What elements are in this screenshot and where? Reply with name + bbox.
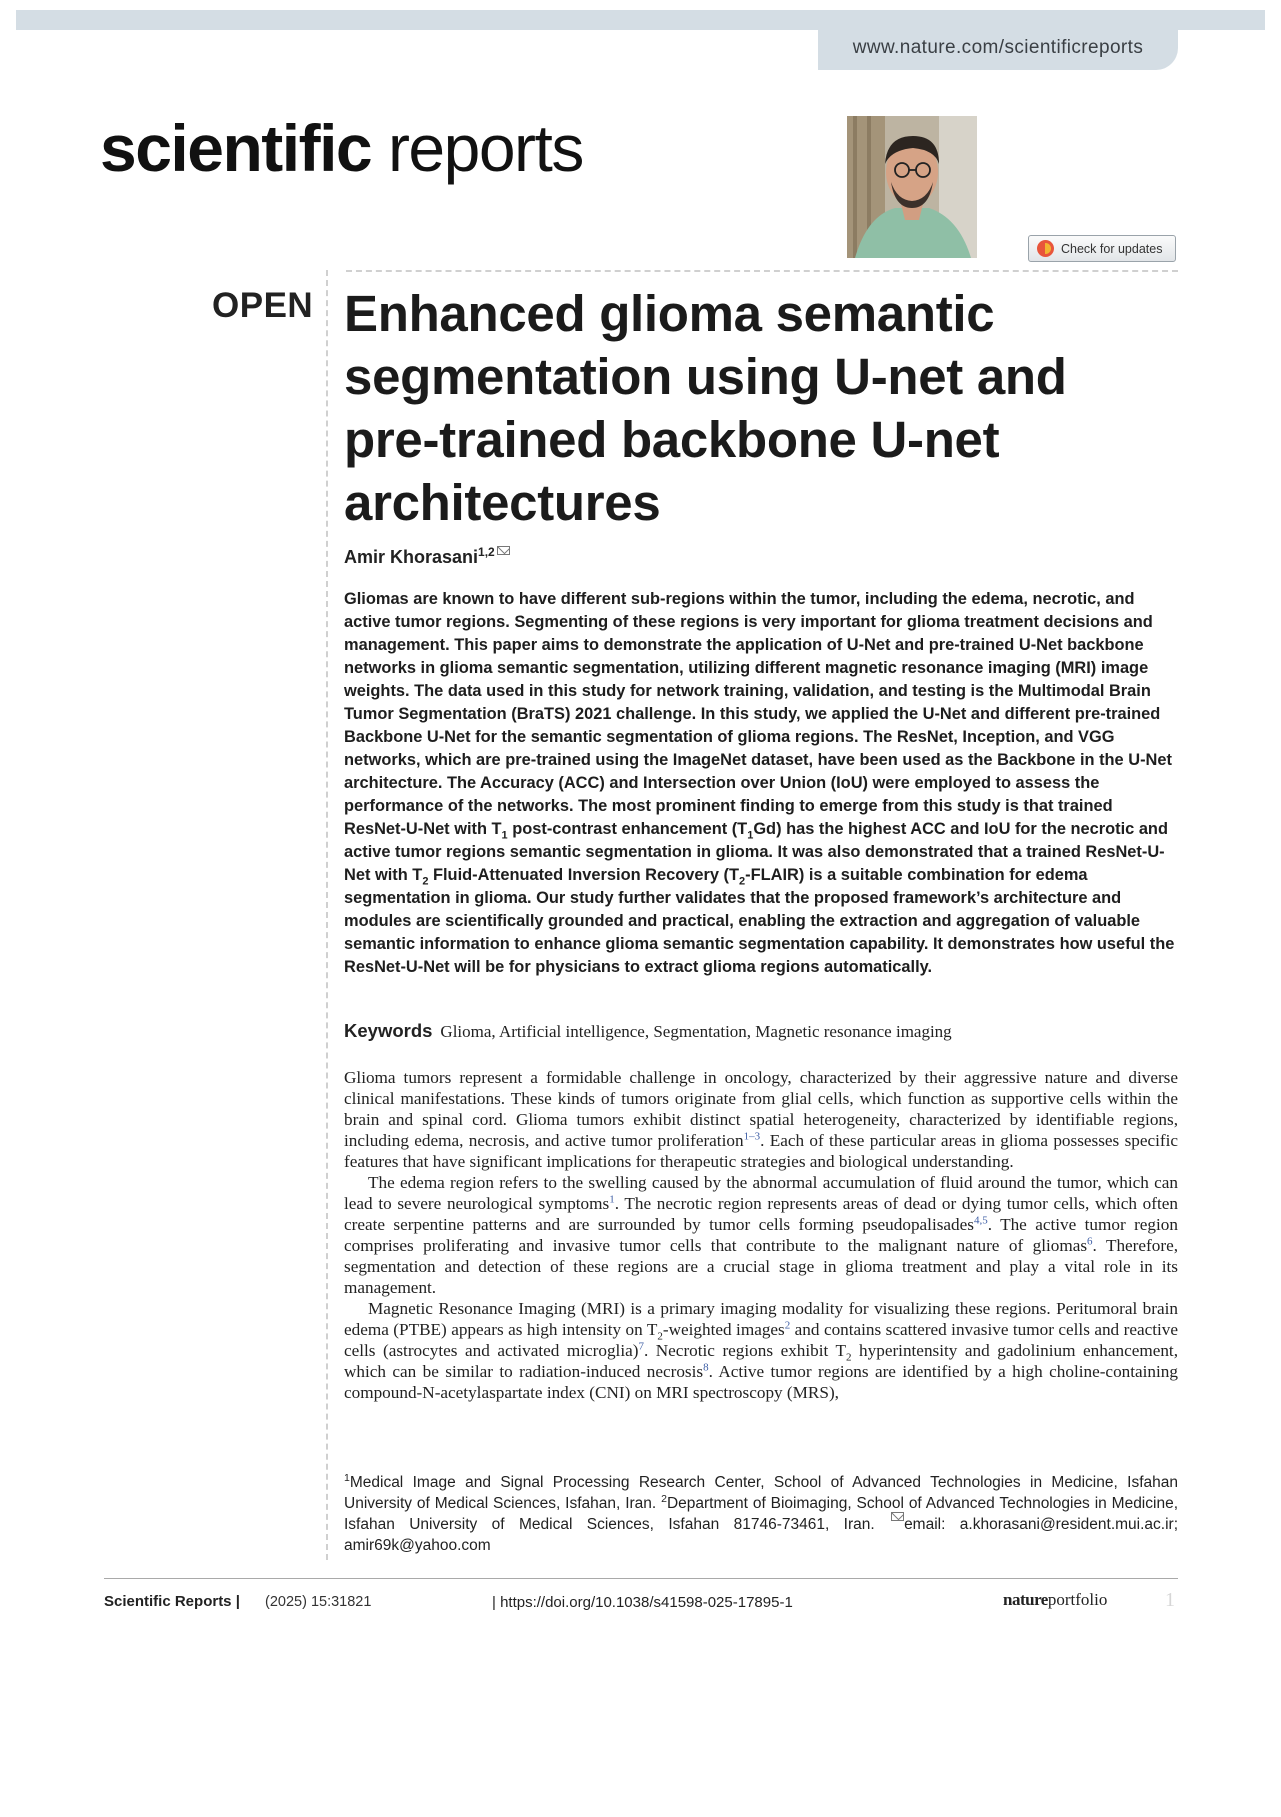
article-body xyxy=(344,1067,1178,1403)
abstract xyxy=(344,588,1178,979)
affil-text-2: Department of Bioimaging, School of Advanced Technologies in Medicine, Isfahan University of Medical Sciences, Isfahan 81746-73461, Iran. xyxy=(344,1495,1178,1533)
footer-rule xyxy=(104,1578,1178,1579)
subscript: 2 xyxy=(657,1330,663,1343)
body-text: . Active tumor regions are identified by a high choline-containing compound-N-acetylaspartate index (CNI) on MRI spectroscopy (MRS), xyxy=(344,1362,1178,1402)
body-text: and contains scattered invasive tumor cells and reactive cells (astrocytes and activated microglia) xyxy=(344,1320,1178,1360)
check-for-updates-button[interactable] xyxy=(1028,235,1176,262)
footer-volume: (2025) 15:31821 xyxy=(265,1594,372,1610)
email-label: email: xyxy=(904,1516,946,1533)
journal-brand[interactable] xyxy=(100,108,583,188)
abstract-text-1: Gliomas are known to have different sub-regions within the tumor, including the edema, necrotic, and active tumor regions. Segmenting of these regions is very important for glioma treatment decisions and management. This paper aims to demonstrate the application of U-Net and pre-trained U-Net backbone networks in glioma semantic segmentation, utilizing different magnetic resonance imaging (MRI) image weights. The data used in this study for network training, validation, and testing is the Multimodal Brain Tumor Segmentation (BraTS) 2021 challenge. In this study, we applied the U-Net and different pre-trained Backbone U-Net for the semantic segmentation of glioma regions. The ResNet, Inception, and VGG networks, which are pre-trained using the ImageNet dataset, have been used as the Backbone in the U-Net architecture. The Accuracy (ACC) and Intersection over Union (IoU) were employed to assess the performance of the networks. The most prominent finding to emerge from this study is that trained ResNet-U-Net with T xyxy=(344,590,1172,838)
keywords-list: Glioma, Artificial intelligence, Segmentation, Magnetic resonance imaging xyxy=(440,1022,952,1041)
author-line xyxy=(344,545,510,568)
citation-link[interactable]: 8 xyxy=(703,1361,709,1374)
body-text: hyperintensity and gadolinium enhancement, which can be similar to radiation-induced necrosis xyxy=(344,1341,1178,1381)
body-text: -weighted images xyxy=(662,1320,785,1339)
author-affiliation-sup: 1,2 xyxy=(478,545,495,559)
open-access-label: OPEN xyxy=(212,286,314,325)
article-title: Enhanced glioma semantic segmentation using U-net and pre-trained backbone U-net architectures xyxy=(344,285,1067,531)
citation-link[interactable]: 7 xyxy=(638,1340,644,1353)
brand-light xyxy=(371,111,388,185)
author-name[interactable]: Amir Khorasani xyxy=(344,547,479,567)
brand-bold: scientific xyxy=(100,111,372,185)
check-for-updates-label: Check for updates xyxy=(1061,241,1163,256)
body-text: . Each of these particular areas in glioma possesses specific features that have significant implications for therapeutic strategies and biological understanding. xyxy=(344,1131,1179,1171)
footer-doi-link[interactable]: | https://doi.org/10.1038/s41598-025-17895-1 xyxy=(492,1594,793,1611)
abstract-sub-2: 1 xyxy=(747,829,754,842)
body-text: . Necrotic regions exhibit T xyxy=(643,1341,847,1360)
email-links[interactable]: a.khorasani@resident.mui.ac.ir; amir69k@yahoo.com xyxy=(344,1516,1178,1554)
body-text: . Therefore, segmentation and detection of these regions are a crucial stage in glioma treatment and play a vital role in its management. xyxy=(344,1236,1179,1297)
body-text: Glioma tumors represent a formidable challenge in oncology, characterized by their aggressive nature and diverse clinical manifestations. These kinds of tumors originate from glial cells, which function as supportive cells within the brain and spinal cord. Glioma tumors exhibit distinct spatial heterogeneity, characterized by identifiable regions, including edema, necrosis, and active tumor proliferation xyxy=(344,1068,1178,1150)
body-text: . The active tumor region comprises proliferating and invasive tumor cells that contribute to the malignant nature of gliomas xyxy=(344,1215,1178,1255)
body-text: Magnetic Resonance Imaging (MRI) is a primary imaging modality for visualizing these regions. Peritumoral brain edema (PTBE) appears as high intensity on T xyxy=(344,1299,1178,1339)
abstract-text-4: Fluid-Attenuated Inversion Recovery (T xyxy=(428,866,739,884)
footer-journal: Scientific Reports | xyxy=(104,1593,240,1610)
abstract-sub-4: 2 xyxy=(739,875,746,888)
body-paragraph-3 xyxy=(344,1298,1178,1403)
journal-url[interactable]: www.nature.com/scientificreports xyxy=(818,30,1178,70)
abstract-sub-3: 2 xyxy=(422,875,429,888)
envelope-icon xyxy=(891,1512,904,1521)
crossmark-icon xyxy=(1037,240,1054,257)
portfolio-light: portfolio xyxy=(1047,1590,1108,1609)
affiliations xyxy=(344,1472,1178,1556)
author-photo xyxy=(847,116,977,258)
body-text: The edema region refers to the swelling caused by the abnormal accumulation of fluid around the tumor, which can lead to severe neurological symptoms xyxy=(344,1173,1178,1213)
abstract-text-5: -FLAIR) is a suitable combination for edema segmentation in glioma. Our study further validates that the proposed framework’s architecture and modules are scientifically grounded and practical, enabling the extraction and aggregation of valuable semantic information to enhance glioma semantic segmentation capability. It demonstrates how useful the ResNet-U-Net will be for physicians to extract glioma regions automatically. xyxy=(344,866,1175,976)
envelope-icon[interactable] xyxy=(497,546,510,555)
page-number: 1 xyxy=(1165,1589,1175,1611)
citation-link[interactable]: 2 xyxy=(784,1319,791,1332)
body-paragraph-1 xyxy=(344,1067,1178,1172)
title-divider xyxy=(346,270,1178,272)
citation-link[interactable]: 6 xyxy=(1087,1235,1093,1248)
author-photo-illustration xyxy=(847,116,977,258)
citation-link[interactable]: 1 xyxy=(609,1193,615,1206)
margin-divider xyxy=(326,270,328,1560)
keywords-label: Keywords xyxy=(344,1020,433,1041)
abstract-sub-1: 1 xyxy=(501,829,508,842)
citation-link[interactable]: 1–3 xyxy=(743,1130,761,1143)
keywords xyxy=(344,1020,952,1042)
body-paragraph-2 xyxy=(344,1172,1178,1298)
top-banner xyxy=(16,10,1265,30)
subscript: 2 xyxy=(846,1351,852,1364)
abstract-text-3: Gd) has the highest ACC and IoU for the necrotic and active tumor regions semantic segmentation in glioma. It was also demonstrated that a trained ResNet-U-Net with T xyxy=(344,820,1168,884)
nature-portfolio-logo xyxy=(1003,1590,1107,1610)
abstract-text-2: post-contrast enhancement (T xyxy=(507,820,748,838)
affil-sup-1: 1 xyxy=(344,1471,350,1484)
citation-link[interactable]: 4,5 xyxy=(973,1214,988,1227)
affil-sup-2: 2 xyxy=(661,1492,667,1505)
brand-light-word: reports xyxy=(387,111,583,185)
affil-text-1: Medical Image and Signal Processing Research Center, School of Advanced Technologies in Medicine, Isfahan University of Medical Sciences, Isfahan, Iran. xyxy=(344,1474,1178,1512)
portfolio-bold: nature xyxy=(1003,1590,1048,1609)
body-text: . The necrotic region represents areas of dead or dying tumor cells, which often create serpentine patterns and are surrounded by tumor cells forming pseudopalisades xyxy=(344,1194,1178,1234)
